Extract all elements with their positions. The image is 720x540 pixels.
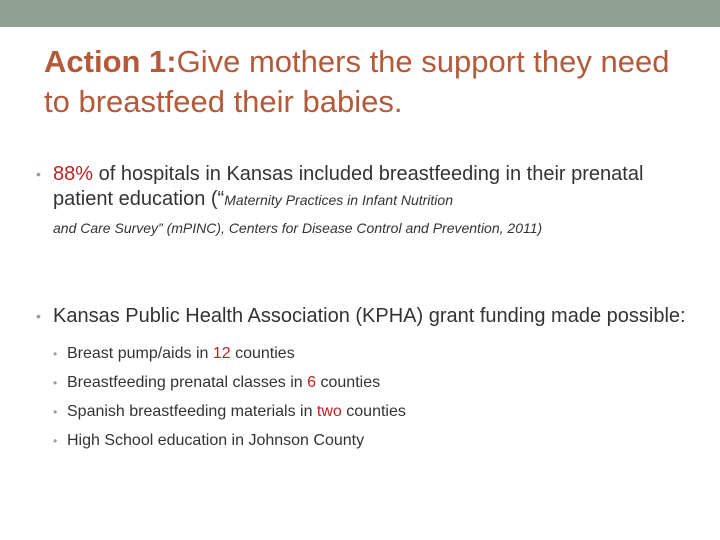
sub-bullet-dot-icon: • xyxy=(53,405,58,419)
slide-title xyxy=(44,42,684,122)
list-item xyxy=(53,426,696,455)
sub-item-accent: 6 xyxy=(307,374,317,391)
sub-item-accent: 12 xyxy=(212,345,231,362)
sub-item-after: counties xyxy=(230,345,295,362)
list-item xyxy=(53,397,696,426)
citation-inline: Maternity Practices in Infant Nutrition xyxy=(224,192,453,208)
sub-item-before: Breastfeeding prenatal classes in xyxy=(67,374,308,391)
bullet-kpha xyxy=(36,304,696,455)
sub-bullet-dot-icon: • xyxy=(53,434,58,448)
sub-item-after: counties xyxy=(316,374,381,391)
list-item xyxy=(53,368,696,397)
hospital-percent: 88% xyxy=(53,163,94,185)
sub-item-before: Breast pump/aids in xyxy=(67,345,213,362)
bullet-hospitals-line xyxy=(36,162,696,213)
top-decorative-bar xyxy=(0,0,720,27)
sub-item-before: Spanish breastfeeding materials in xyxy=(67,403,317,420)
sub-item-before: High School education in Johnson County xyxy=(67,432,365,449)
list-item xyxy=(53,339,696,368)
kpha-text: Kansas Public Health Association (KPHA) grant funding made possible: xyxy=(53,305,686,327)
kpha-sub-list xyxy=(36,339,696,455)
sub-bullet-dot-icon: • xyxy=(53,376,58,390)
title-bold-part: Action 1: xyxy=(44,44,177,79)
hospital-text: of hospitals in Kansas included breastfeeding in their prenatal patient education (“ xyxy=(53,163,644,210)
bullet-kpha-line xyxy=(36,304,696,329)
title-rest-part: Give mothers the support they need to breastfeed their babies. xyxy=(44,44,670,119)
sub-item-after: counties xyxy=(341,403,406,420)
sub-item-accent: two xyxy=(316,403,342,420)
bullet-dot-icon: • xyxy=(36,166,41,182)
citation-rest: and Care Survey” (mPINC), Centers for Disease Control and Prevention, 2011) xyxy=(53,220,543,236)
sub-bullet-dot-icon: • xyxy=(53,347,58,361)
bullet-hospitals xyxy=(36,162,696,238)
bullet-dot-icon: • xyxy=(36,308,41,324)
